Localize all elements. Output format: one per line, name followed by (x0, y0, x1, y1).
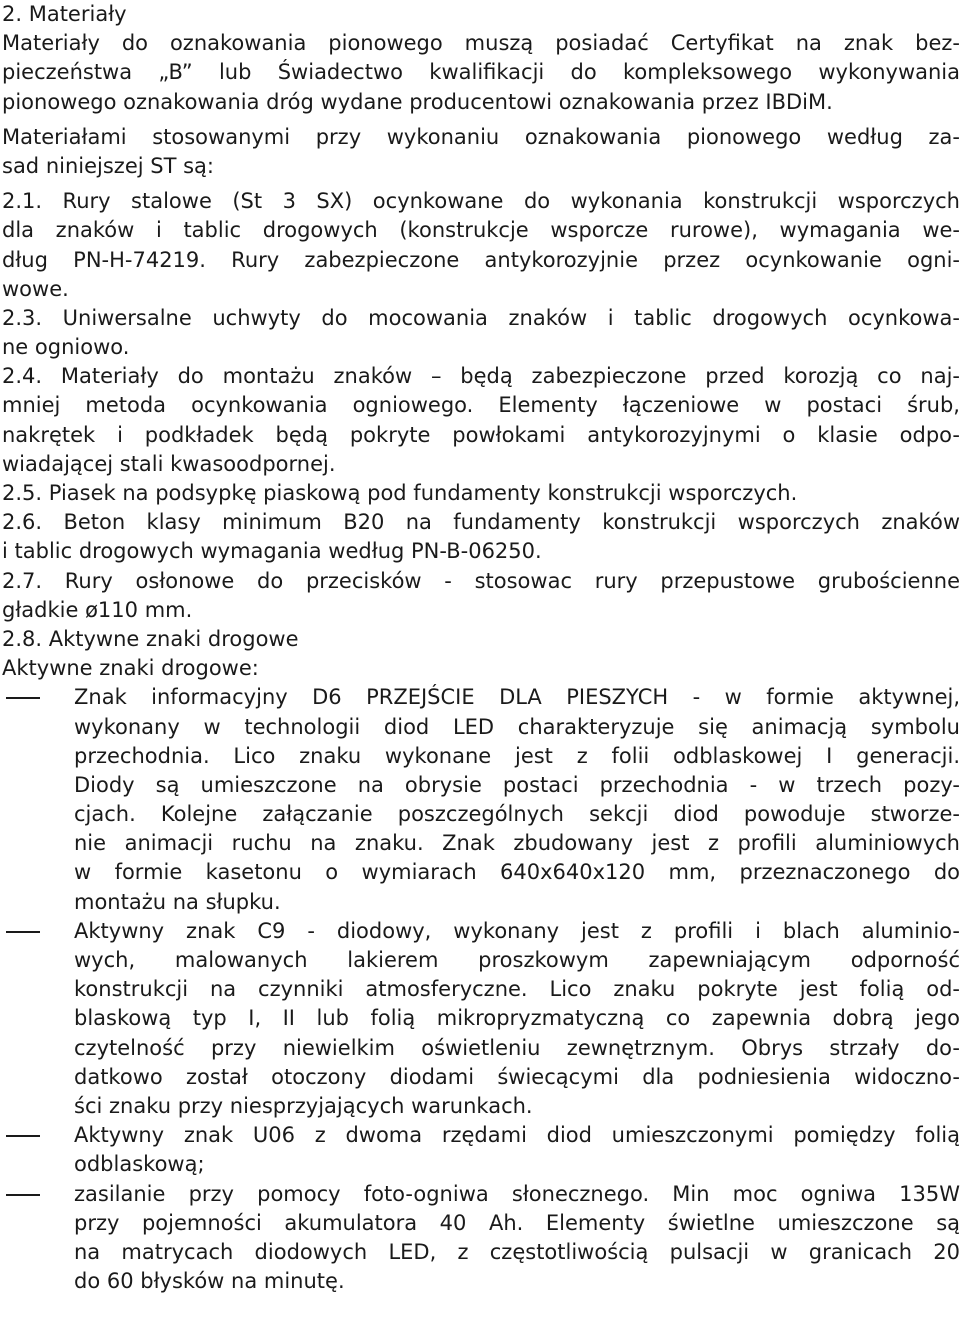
item-line: dług PN-H-74219. Rury zabezpieczone antykorozyjnie przez ocynkowanie ogni- (2, 247, 960, 272)
lead-line: Materiałami stosowanymi przy wykonaniu oznakowania pionowego według za- (2, 124, 960, 149)
dash-bullet-icon (6, 931, 40, 933)
bullet-line: Aktywny znak C9 - diodowy, wykonany jest z profili i blach aluminio- (74, 918, 960, 943)
bullet-line: Diody są umieszczone na obrysie postaci przechodnia - w trzech pozy- (74, 772, 960, 797)
bullet-line: datkowo został otoczony diodami świecącymi dla podniesienia widoczno- (74, 1064, 960, 1089)
item-line: 2.1. Rury stalowe (St 3 SX) ocynkowane do wykonania konstrukcji wsporczych (2, 189, 960, 214)
bullet-list (2, 683, 960, 1296)
bullet-line: w formie kasetonu o wymiarach 640x640x120 mm, przeznaczonego do (74, 860, 960, 885)
item-line: wiadającej stali kwasoodpornej. (2, 451, 336, 476)
bullet-line: konstrukcji na czynniki atmosferyczne. Lico znaku pokryte jest folią od- (74, 977, 960, 1002)
bullet-item (2, 1180, 960, 1297)
item-line: nakrętek i podkładek będą pokryte powłokami antykorozyjnymi o klasie odpo- (2, 422, 960, 447)
item-line: Aktywne znaki drogowe: (2, 656, 259, 681)
item-line: gładkie ø110 mm. (2, 597, 193, 622)
item-line: 2.5. Piasek na podsypkę piaskową pod fundamenty konstrukcji wsporczych. (2, 481, 798, 505)
item-line: dla znaków i tablic drogowych (konstrukcje wsporcze rurowe), wymagania we- (2, 218, 960, 243)
dash-bullet-icon (6, 1194, 40, 1196)
intro-line: Materiały do oznakowania pionowego muszą posiadać Certyfikat na znak bez- (2, 31, 960, 56)
bullet-line: zasilanie przy pomocy foto-ogniwa słonecznego. Min moc ogniwa 135W (74, 1181, 960, 1206)
bullet-line: Aktywny znak U06 z dwoma rzędami diod umieszczonymi pomiędzy folią (74, 1123, 960, 1148)
bullet-line: do 60 błysków na minutę. (74, 1269, 345, 1294)
bullet-item (2, 1121, 960, 1179)
intro-paragraph (2, 29, 960, 117)
bullet-line: Znak informacyjny D6 PRZEJŚCIE DLA PIESZYCH - w formie aktywnej, (74, 685, 960, 710)
dash-bullet-icon (6, 697, 40, 699)
bullet-line: czytelność przy niewielkim oświetleniu zewnętrznym. Obrys strzały do- (74, 1035, 960, 1060)
bullet-line: montażu na słupku. (74, 889, 281, 914)
item-line: i tablic drogowych wymagania według PN-B-06250. (2, 539, 542, 564)
intro-line: pieczeństwa „B” lub Świadectwo kwalifikacji do kompleksowego wykonywania (2, 60, 960, 85)
bullet-line: przechodnia. Lico znaku wykonane jest z folii odblaskowej I generacji. (74, 743, 960, 768)
item-line: wowe. (2, 276, 69, 301)
item-line: ne ogniowo. (2, 335, 130, 360)
intro-line: pionowego oznakowania dróg wydane producentowi oznakowania przez IBDiM. (2, 89, 833, 114)
item-line: 2.3. Uniwersalne uchwyty do mocowania znaków i tablic drogowych ocynkowa- (2, 305, 960, 330)
bullet-line: ści znaku przy niesprzyjających warunkach. (74, 1093, 533, 1118)
bullet-item (2, 683, 960, 917)
item-line: 2.4. Materiały do montażu znaków – będą zabezpieczone przed korozją co naj- (2, 364, 960, 389)
section-heading: 2. Materiały (2, 2, 127, 26)
bullet-line: przy pojemności akumulatora 40 Ah. Elementy świetlne umieszczone są (74, 1210, 960, 1235)
items-list (2, 187, 960, 683)
item-line: 2.7. Rury osłonowe do przecisków - stosowac rury przepustowe grubościenne (2, 568, 960, 593)
bullet-line: cjach. Kolejne załączanie poszczególnych sekcji diod powoduje stworze- (74, 802, 960, 827)
bullet-line: na matrycach diodowych LED, z częstotliwością pulsacji w granicach 20 (74, 1239, 960, 1264)
item-line: 2.6. Beton klasy minimum B20 na fundamenty konstrukcji wsporczych znaków (2, 510, 960, 535)
dash-bullet-icon (6, 1135, 40, 1137)
bullet-item (2, 917, 960, 1121)
bullet-line: blaskową typ I, II lub folią mikropryzmatyczną co zapewnia dobrą jego (74, 1006, 960, 1031)
bullet-line: wych, malowanych lakierem proszkowym zapewniającym odporność (74, 948, 960, 972)
bullet-line: odblaskową; (74, 1152, 205, 1177)
bullet-line: nie animacji ruchu na znaku. Znak zbudowany jest z profili aluminiowych (74, 831, 960, 856)
lead-line: sad niniejszej ST są: (2, 153, 214, 178)
item-line: mniej metoda ocynkowania ogniowego. Elementy łączeniowe w postaci śrub, (2, 393, 960, 418)
lead-paragraph (2, 123, 960, 181)
bullet-line: wykonany w technologii diod LED charakteryzuje się animacją symbolu (74, 714, 960, 739)
item-line: 2.8. Aktywne znaki drogowe (2, 626, 299, 651)
